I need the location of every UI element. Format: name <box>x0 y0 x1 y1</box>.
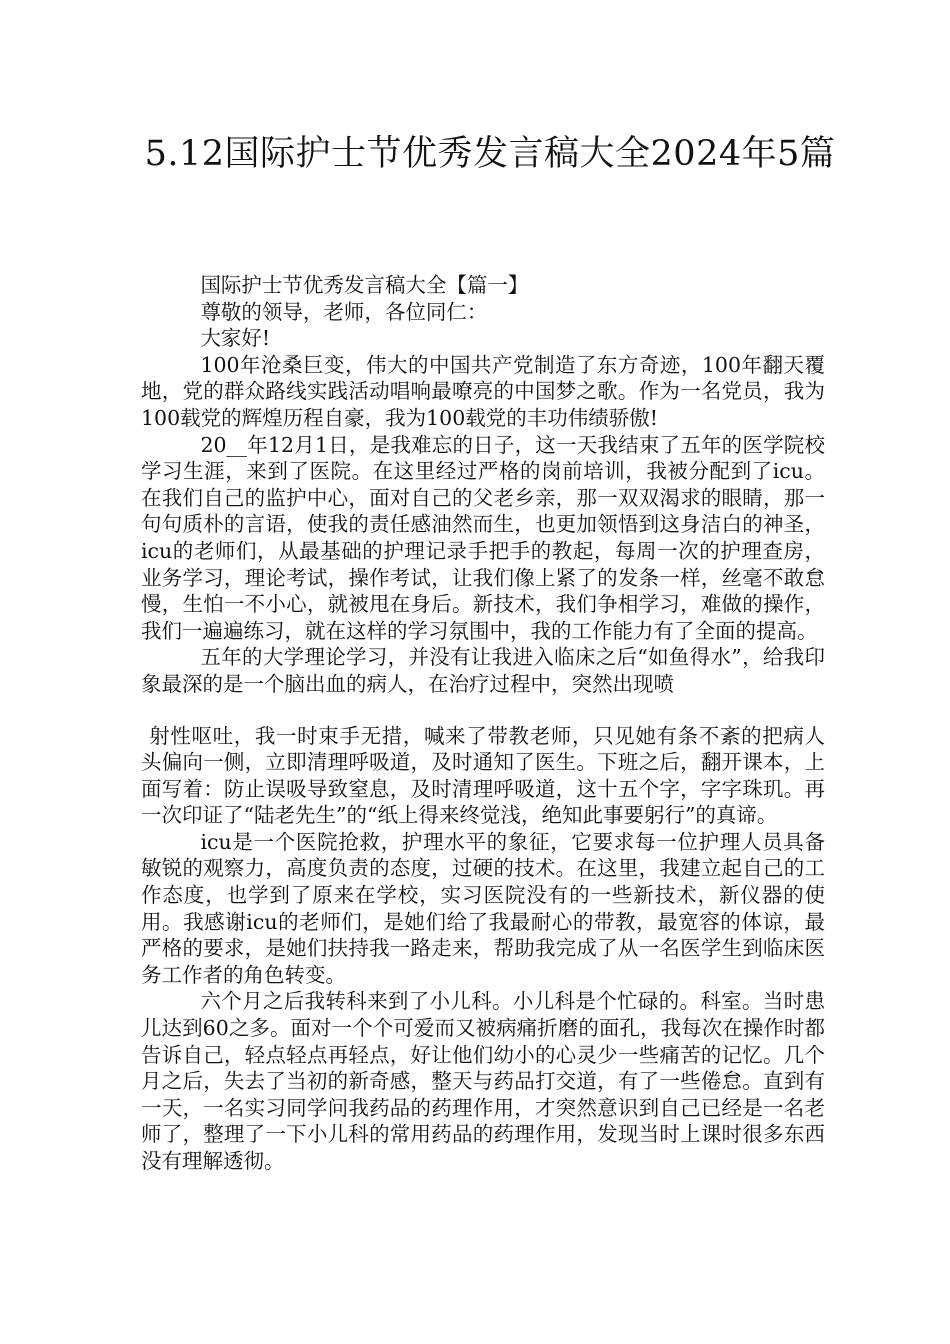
salutation: 尊敬的领导，老师，各位同仁： <box>200 299 488 324</box>
document-title: 5.12国际护士节优秀发言稿大全2024年5篇 <box>144 134 836 174</box>
paragraph: 五年的大学理论学习，并没有让我进入临床之后“如鱼得水”，给我印象最深的是一个脑出血的病人，在治疗过程中，突然出现喷 <box>141 645 825 696</box>
document-body <box>141 272 825 1175</box>
paragraph: 100年沧桑巨变，伟大的中国共产党制造了东方奇迹，100年翻天覆地，党的群众路线实践活动唱响最嘹亮的中国梦之歌。作为一名党员，我为100载党的辉煌历程自豪，我为100载党的丰功伟绩骄傲! <box>141 352 825 430</box>
paragraph: 六个月之后我转科来到了小儿科。小儿科是个忙碌的。科室。当时患儿达到60之多。面对一个个可爱而又被病痛折磨的面孔，我每次在操作时都告诉自己，轻点轻点再轻点，好让他们幼小的心灵少一些痛苦的记忆。几个月之后，失去了当初的新奇感，整天与药品打交道，有了一些倦怠。直到有一天，一名实习同学问我药品的药理作用，才突然意识到自己已经是一名老师了，整理了一下小儿科的常用药品的药理作用，发现当时上课时很多东西没有理解透彻。 <box>141 989 825 1173</box>
paragraph: 20__年12月1日，是我难忘的日子，这一天我结束了五年的医学院校学习生涯，来到了医院。在这里经过严格的岗前培训，我被分配到了icu。在我们自己的监护中心，面对自己的父老乡亲，那一双双渴求的眼睛，那一句句质朴的言语，使我的责任感油然而生，也更加领悟到这身洁白的神圣，icu的老师们，从最基础的护理记录手把手的教起，每周一次的护理查房，业务学习，理论考试，操作考试，让我们像上紧了的发条一样，丝毫不敢怠慢，生怕一不小心，就被甩在身后。新技术，我们争相学习，难做的操作，我们一遍遍练习，就在这样的学习氛围中，我的工作能力有了全面的提高。 <box>141 432 825 643</box>
paragraph: icu是一个医院抢救，护理水平的象征，它要求每一位护理人员具备敏锐的观察力，高度负责的态度，过硬的技术。在这里，我建立起自己的工作态度，也学到了原来在学校，实习医院没有的一些新技术，新仪器的使用。我感谢icu的老师们，是她们给了我最耐心的带教，最宽容的体谅，最严格的要求，是她们扶持我一路走来，帮助我完成了从一名医学生到临床医务工作者的角色转变。 <box>141 829 825 987</box>
greeting: 大家好! <box>200 326 271 351</box>
section-heading: 国际护士节优秀发言稿大全【篇一】 <box>200 273 529 297</box>
paragraph-continuation: 射性呕吐，我一时束手无措，喊来了带教老师，只见她有条不紊的把病人头偏向一侧，立即清理呼吸道，及时通知了医生。下班之后，翻开课本，上面写着：防止误吸导致窒息，及时清理呼吸道，这十五个字，字字珠玑。再一次印证了“陆老先生”的“纸上得来终觉浅，绝知此事要躬行”的真谛。 <box>141 723 825 828</box>
